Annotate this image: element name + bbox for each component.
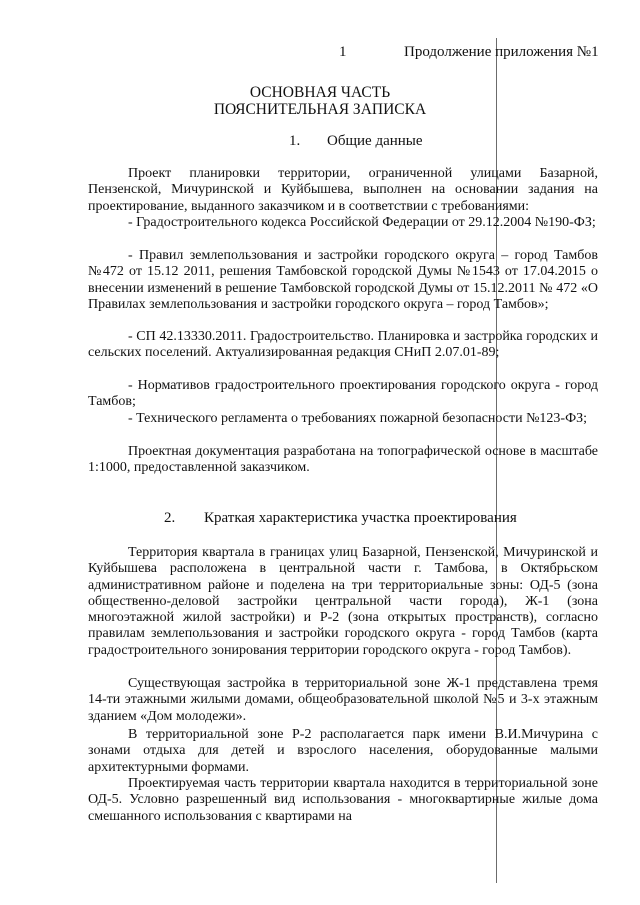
paragraph: В территориальной зоне Р-2 располагается парк имени В.И.Мичурина с зонами отдыха для детей и взрослого населения, оборудованные малыми архитектурными формами. [88, 727, 598, 775]
section-title: Общие данные [327, 133, 423, 149]
paragraph: Существующая застройка в территориальной зоне Ж-1 представлена тремя 14-ти этажными жилыми домами, общеобразовательной школой №5 и 3-х этажным зданием «Дом молодежи». [88, 676, 598, 724]
list-item: - Градостроительного кодекса Российской Федерации от 29.12.2004 №190-ФЗ; [128, 215, 596, 230]
paragraph: Территория квартала в границах улиц Базарной, Пензенской, Мичуринской и Куйбышева расположена в центральной части г. Тамбова, в Октябрьском административном районе и поделена на три территориальные зоны: ОД-5 (зона общественно-деловой застройки центральной части города), Ж-1 (зона многоэтажной жилой застройки) и Р-2 (зона открытых пространств), согласно правилам землепользования и застройки городского округа - город Тамбов (карта градостроительного зонирования территории городского округа - город Тамбов). [88, 545, 598, 658]
appendix-label: Продолжение приложения №1 [404, 44, 599, 60]
section-number: 2. [164, 510, 176, 526]
list-item: - Нормативов градостроительного проектирования городского округа - город Тамбов; [88, 378, 598, 410]
paragraph: Проект планировки территории, ограниченной улицами Базарной, Пензенской, Мичуринской и Куйбышева, выполнен на основании задания на проектирование, выданного заказчиком и в соответствии с требованиями: [88, 166, 598, 214]
document-title: ОСНОВНАЯ ЧАСТЬ [249, 84, 391, 101]
document-subtitle: ПОЯСНИТЕЛЬНАЯ ЗАПИСКА [213, 101, 427, 118]
section-number: 1. [289, 133, 301, 149]
page-number: 1 [339, 44, 347, 60]
list-item: - СП 42.13330.2011. Градостроительство. Планировка и застройка городских и сельских поселений. Актуализированная редакция СНиП 2.07.01-89; [88, 329, 598, 361]
section-title: Краткая характеристика участка проектирования [204, 510, 517, 526]
paragraph: Проектируемая часть территории квартала находится в территориальной зоне ОД-5. Условно разрешенный вид использования - многоквартирные жилые дома смешанного использования с квартирами на [88, 776, 598, 824]
paragraph: Проектная документация разработана на топографической основе в масштабе 1:1000, предоставленной заказчиком. [88, 444, 598, 476]
list-item: - Технического регламента о требованиях пожарной безопасности №123-ФЗ; [128, 411, 588, 426]
list-item: - Правил землепользования и застройки городского округа – город Тамбов №472 от 15.12 2011, решения Тамбовской городской Думы №1543 от 17.04.2015 о внесении изменений в решение Тамбовской городской Думы от 15.12.2011 № 472 «О Правилах землепользования и застройки городского округа – город Тамбов»; [88, 248, 598, 312]
